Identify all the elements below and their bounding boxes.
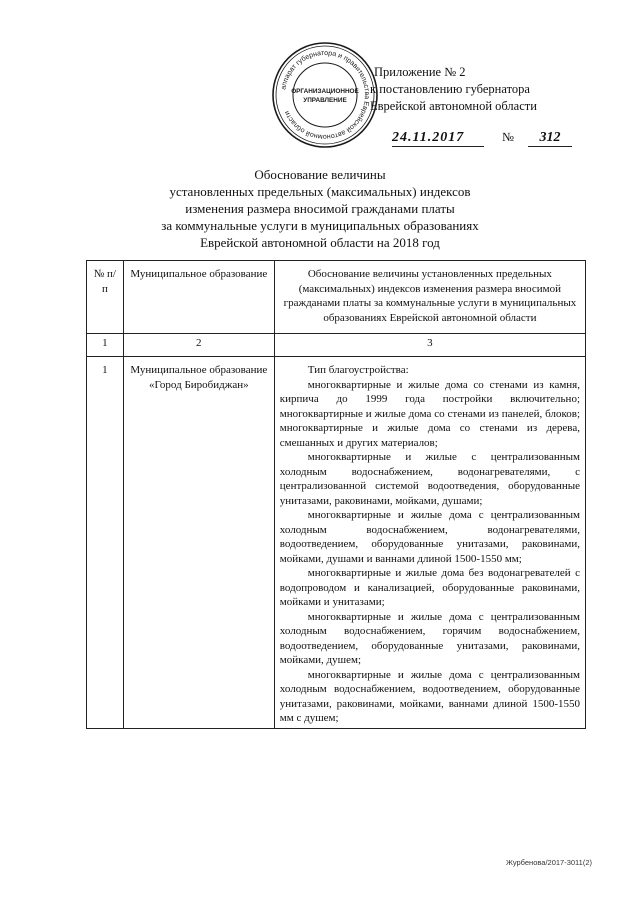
document-footer-code: Журбенова/2017-3011(2)	[506, 858, 593, 867]
housing-type-paragraph: многоквартирные и жилые с централизованным холодным водоснабжением, водонагревателями, с централизованной системой водоотведения, оборудованные унитазами, раковинами, мойками, душами;	[279, 451, 580, 507]
title-line-4: за коммунальные услуги в муниципальных образованиях	[161, 218, 479, 233]
appendix-region-line: Еврейской автономной области	[370, 99, 537, 113]
column-number-2: 2	[123, 334, 274, 357]
column-number-1: 1	[87, 334, 124, 357]
row-justification	[274, 357, 585, 729]
improvement-type-label: Тип благоустройства:	[307, 364, 409, 376]
decree-date: 24.11.2017	[392, 130, 484, 147]
justification-table	[86, 260, 586, 729]
housing-type-paragraph: многоквартирные и жилые дома с централизованным холодным водоснабжением, водоотведением, оборудованные унитазами, раковинами, мойками, ваннами длиной 1500-1550 мм с душем;	[279, 668, 580, 724]
row-number: 1	[87, 357, 124, 729]
title-line-5: Еврейской автономной области на 2018 год	[200, 235, 440, 250]
header-municipality: Муниципальное образование	[123, 261, 274, 334]
decree-date-number	[392, 130, 592, 150]
title-line-3: изменения размера вносимой гражданами платы	[185, 201, 455, 216]
row-municipality: Муниципальное образование «Город Биробиджан»	[123, 357, 274, 729]
column-numbers-row	[87, 334, 586, 357]
title-line-2: установленных предельных (максимальных) индексов	[169, 184, 471, 199]
number-label: №	[502, 130, 514, 144]
header-justification: Обоснование величины установленных предельных (максимальных) индексов изменения размера вносимой гражданами платы за коммунальные услуги в муниципальных образованиях Еврейской автономной области	[274, 261, 585, 334]
stamp-seal-graphic	[270, 40, 380, 150]
svg-text:аппарат губернатора и правител: аппарат губернатора и правительства Еврейской автономной области	[280, 49, 371, 141]
title-line-1: Обоснование величины	[254, 167, 386, 182]
svg-text:УПРАВЛЕНИЕ: УПРАВЛЕНИЕ	[303, 97, 347, 104]
decree-number: 312	[528, 130, 572, 147]
svg-text:ОРГАНИЗАЦИОННОЕ: ОРГАНИЗАЦИОННОЕ	[291, 88, 359, 95]
housing-type-paragraph: многоквартирные и жилые дома без водонагревателей с водопроводом и канализацией, оборудованные раковинами, мойками и унитазами;	[279, 567, 580, 608]
column-number-3: 3	[274, 334, 585, 357]
table-row	[87, 357, 586, 729]
housing-type-paragraph: многоквартирные и жилые дома со стенами из камня, кирпича до 1999 года постройки включительно; многоквартирные и жилые дома со стенами из панелей, блоков; многоквартирные и жилые дома со стенами из дерева, смешанных и других материалов;	[279, 378, 580, 449]
table-header-row	[87, 261, 586, 334]
document-title	[90, 166, 550, 251]
appendix-decree-line: к постановлению губернатора	[370, 82, 530, 96]
housing-type-paragraph: многоквартирные и жилые дома с централизованным холодным водоснабжением, водонагревателями, водоотведением, оборудованные унитазами, раковинами, мойками, душами и ваннами длиной 1500-1550 мм;	[279, 509, 580, 565]
appendix-title: Приложение № 2	[374, 65, 466, 79]
header-number: № п/п	[87, 261, 124, 334]
appendix-header	[370, 64, 610, 115]
housing-type-paragraph: многоквартирные и жилые дома с централизованным холодным водоснабжением, горячим водоснабжением, водоотведением, оборудованные унитазами, раковинами, мойками, душем;	[279, 610, 580, 666]
official-stamp	[270, 40, 380, 150]
